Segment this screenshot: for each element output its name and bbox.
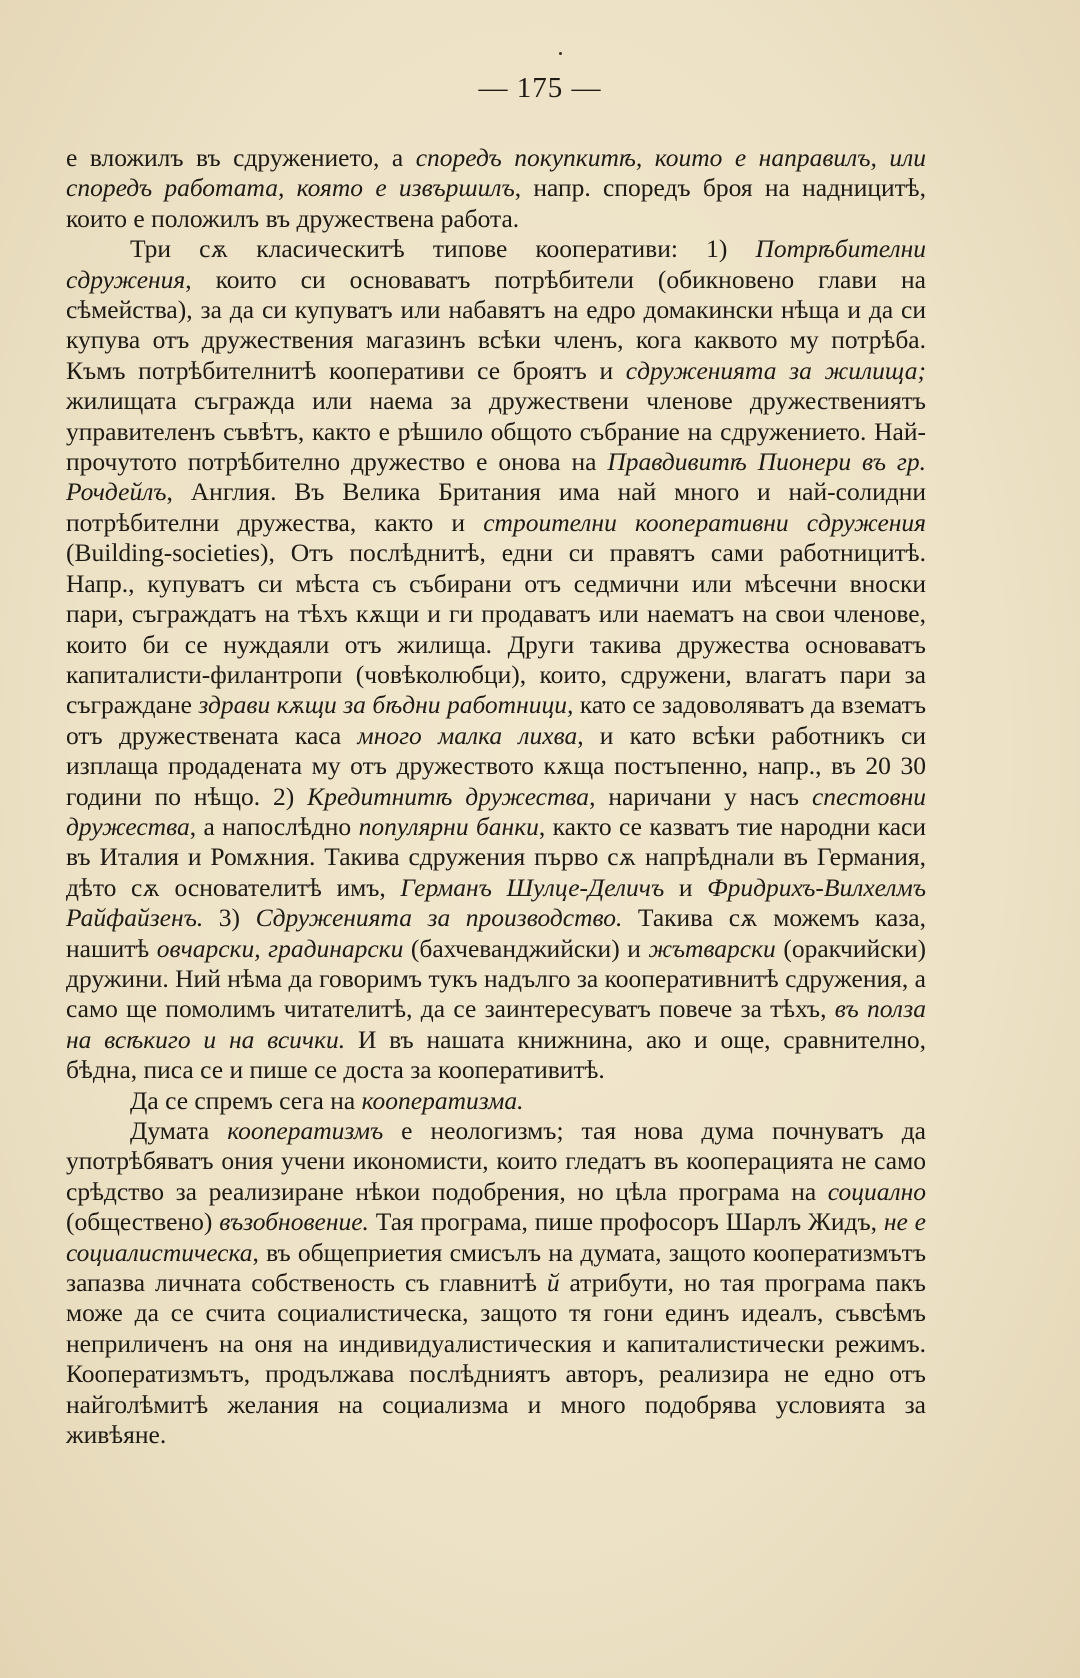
text-run: е неологизмъ; тая нова дума почнуватъ да употрѣбяватъ ония учени икономисти, които гледатъ въ кооперацията не само срѣдство за реализиране нѣкои подобрения, но цѣла програма на <box>66 1116 926 1206</box>
italic-run: й <box>546 1268 560 1298</box>
text-run: е вложилъ въ сдружението, а <box>66 143 416 172</box>
text-run: , и като всѣки работникъ си изплаща продадената му отъ дружеството кѫща постъпенно, напр., въ 20 30 години по нѣщо. 2) <box>66 720 926 811</box>
italic-run: кооператизма. <box>361 1085 524 1115</box>
text-run: Три сѫ класическитѣ типове кооперативи: 1) <box>130 234 756 264</box>
page-number: — 175 — <box>478 72 602 104</box>
italic-run: въ полза на всѣкиго и на всички. <box>66 994 926 1054</box>
text-run: , които си основаватъ потрѣбители (обикновено глави на сѣмейства), за да си купуватъ или набавятъ на едро домакински нѣща и да си купува отъ дружествения магазинъ всѣки членъ, кога каквото му потрѣба. Къмъ потрѣбителнитѣ кооперативи се броятъ и <box>66 264 926 385</box>
italic-run: много малка лихва <box>357 720 578 750</box>
text-run: жилищата съгражда или наема за дружествени членове дружествениятъ управителенъ съвѣтъ, както е рѣшило общото събрание на сдружението. Най-прочутото потрѣбително дружество е онова на <box>66 386 926 477</box>
text-run: Думата <box>130 1116 228 1145</box>
italic-run: Сдруженията за производство. <box>255 903 623 933</box>
italic-run: Кредитнитѣ дружества <box>307 781 590 811</box>
text-run: , Англия. Въ Велика Британия има най много и най-солидни потрѣбителни дружества, както и <box>66 477 926 537</box>
text-run: Такива сѫ можемъ каза, нашитѣ <box>66 903 926 963</box>
text-run: 3) <box>203 903 256 933</box>
body-text <box>66 143 926 1450</box>
italic-run: Правдивитѣ Пионери въ гр. Рочдейлъ <box>66 447 926 507</box>
italic-run: популярни банки <box>358 811 539 841</box>
text-run: атрибути, но тая програма пакъ може да се счита социалистическа, защото тя гони единъ идеалъ, съвсѣмъ неприличенъ на оня на индивидуалистическия и капиталистически режимъ. Кооператизмътъ, продължава послѣдниятъ авторъ, реализира не едно отъ найголѣмитѣ желания на социализма и много подобрява условията за живѣяне. <box>66 1268 926 1450</box>
italic-run: Потрѣбителни сдружения <box>66 234 926 294</box>
text-run: (бахчеванджийски) и <box>403 933 649 963</box>
italic-run: здрави кѫщи за бѣдни работници, <box>198 690 574 720</box>
italic-run: спестовни дружества <box>66 781 926 841</box>
text-run: Тая програма, пише профосоръ Шарлъ Жидъ, <box>368 1207 884 1237</box>
italic-run: възобновение. <box>219 1207 369 1237</box>
italic-run: социално <box>827 1176 926 1206</box>
text-run: (обществено) <box>66 1207 220 1237</box>
text-run: (Building-societies), Отъ послѣднитѣ, едни си правятъ сами работницитѣ. Напр., купуватъ си мѣста съ събирани отъ седмични или мѣсечни вноски пари, съграждатъ на тѣхъ кѫщи и ги продаватъ или наематъ на свои членове, които би се нуждаяли отъ жилища. Други такива дружества основаватъ капиталисти-филантропи (човѣколюбци), които, сдружени, влагатъ пари за съграждане <box>66 538 926 720</box>
text-run: Да се спремъ сега на <box>130 1085 362 1115</box>
printing-speck <box>559 52 562 55</box>
italic-run: овчарски, градинарски <box>156 933 404 963</box>
italic-run: сдруженията за жилища; <box>625 355 926 385</box>
italic-run: строителни кооперативни сдружения <box>483 507 927 537</box>
paragraph <box>66 234 926 1085</box>
paragraph <box>66 1116 926 1450</box>
italic-run: жътварски <box>648 933 776 963</box>
text-run: като се задоволяватъ да взематъ отъ дружествената каса <box>66 690 927 750</box>
text-run: , наричани у насъ <box>589 781 812 811</box>
italic-run: кооператизмъ <box>227 1116 384 1145</box>
text-run: и <box>664 872 708 902</box>
text-run: , а напослѣдно <box>189 811 359 841</box>
text-run: И въ нашата книжнина, ако и още, сравнително, бѣдна, писа се и пише се доста за кооперативитѣ. <box>66 1024 926 1085</box>
italic-run: не е социалистическа <box>66 1207 926 1267</box>
text-run: , въ общеприетия смисълъ на думата, защото кооператизмътъ запазва личната собственость съ главнитѣ <box>66 1237 926 1298</box>
paragraph <box>66 143 926 234</box>
text-run: , както се казватъ тие народни каси въ Италия и Ромѫния. Такива сдружения първо сѫ напрѣднали въ Германия, дѣто сѫ основателитѣ имъ, <box>66 811 926 902</box>
italic-run: Фридрихъ-Вилхелмъ Райфайзенъ. <box>66 872 926 933</box>
text-run: (оракчийски) дружини. Ний нѣма да говоримъ тукъ надълго за кооперативнитѣ сдружения, а само ще помолимъ читателитѣ, да се заинтересуватъ повече за тѣхъ, <box>66 933 926 1024</box>
text-run: , напр. споредъ броя на надницитѣ, които е положилъ въ дружествена работа. <box>66 173 926 233</box>
paragraph <box>66 1086 926 1116</box>
italic-run: споредъ покупкитѣ, които е направилъ, или споредъ работата, която е извършилъ <box>66 143 926 203</box>
italic-run: Германъ Шулце-Деличъ <box>400 872 665 902</box>
